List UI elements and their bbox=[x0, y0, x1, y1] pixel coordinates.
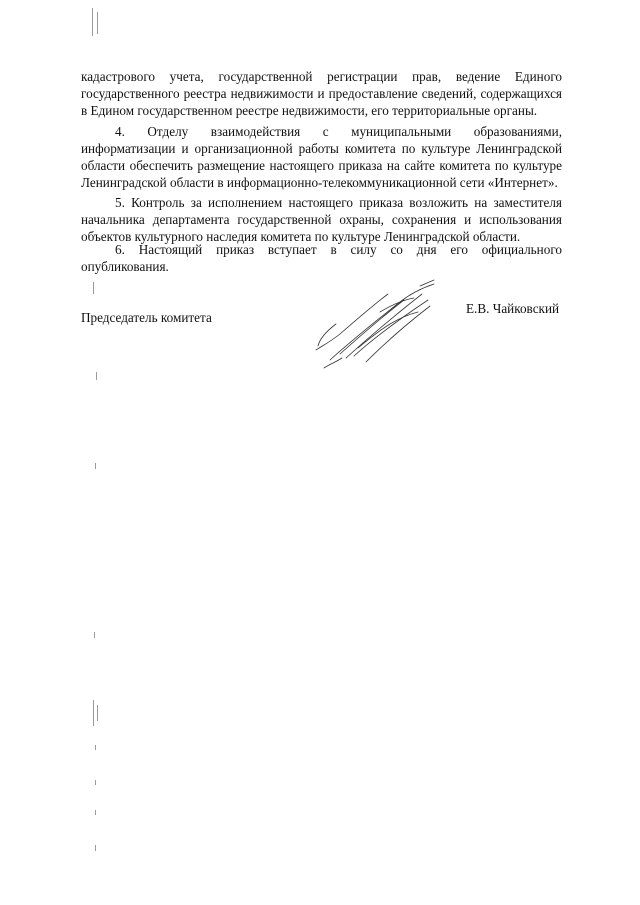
scan-mark bbox=[94, 632, 95, 638]
paragraph-4-line: 4. Отделу взаимодействия с муниципальными образованиями, bbox=[115, 124, 562, 139]
paragraph-5-line: 5. Контроль за исполнением настоящего приказа возложить на заместителя bbox=[115, 195, 562, 210]
scan-mark bbox=[92, 8, 93, 36]
scan-mark bbox=[96, 372, 97, 380]
paragraph-4-line: информатизации и организационной работы комитета по культуре Ленинградской bbox=[81, 141, 562, 156]
paragraph-5-line: объектов культурного наследия комитета по культуре Ленинградской области. bbox=[81, 229, 521, 244]
scan-mark bbox=[95, 810, 96, 815]
scan-mark bbox=[95, 745, 96, 750]
paragraph-6-line: 6. Настоящий приказ вступает в силу со дня его официального bbox=[115, 242, 562, 257]
scan-mark bbox=[95, 780, 96, 785]
paragraph-6-line: опубликования. bbox=[81, 259, 169, 274]
body-text-line: кадастрового учета, государственной регистрации прав, ведение Единого bbox=[81, 69, 562, 84]
handwritten-signature bbox=[310, 272, 450, 372]
paragraph-4-line: области обеспечить размещение настоящего приказа на сайте комитета по культуре bbox=[81, 158, 562, 173]
scan-mark bbox=[93, 700, 94, 726]
scan-mark bbox=[97, 705, 98, 721]
paragraph-5-line: начальника департамента государственной охраны, сохранения и использования bbox=[81, 212, 562, 227]
scan-mark bbox=[95, 845, 96, 851]
scan-mark bbox=[93, 282, 94, 294]
signatory-title: Председатель комитета bbox=[81, 310, 212, 325]
scan-mark bbox=[97, 12, 98, 34]
body-text-line: государственного реестра недвижимости и предоставление сведений, содержащихся bbox=[81, 86, 562, 101]
paragraph-4-line: Ленинградской области в информационно-телекоммуникационной сети «Интернет». bbox=[81, 175, 558, 190]
body-text-line: в Едином государственном реестре недвижимости, его территориальные органы. bbox=[81, 103, 538, 118]
signatory-name: Е.В. Чайковский bbox=[466, 301, 560, 316]
scan-mark bbox=[95, 463, 96, 469]
